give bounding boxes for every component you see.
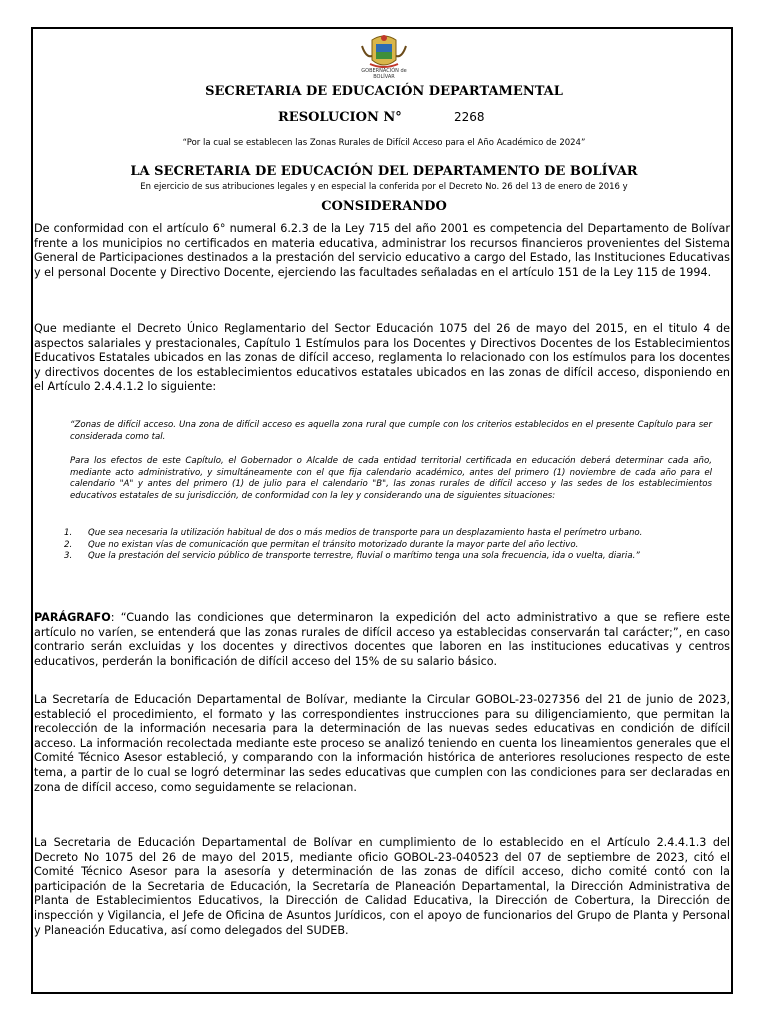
resolution-subject: “Por la cual se establecen las Zonas Rurales de Difícil Acceso para el Año Académico de 2024” [182, 138, 586, 148]
paragraph-paragrafo: PARÁGRAFO: “Cuando las condiciones que determinaron la expedición del acto administrativo a que se refiere este artículo no varíen, se entenderá que las zonas rurales de difícil acceso ya establecidas conservarán tal carácter;”, en caso contrario serán excluidas y los docentes y directivos docentes que laboren en las instituciones educativas y centros educativos, perderán la bonificación de difícil acceso del 15% de su salario básico. [34, 611, 730, 668]
quote-effects: Para los efectos de este Capítulo, el Gobernador o Alcalde de cada entidad territorial certificada en educación deberá determinar cada año, mediante acto administrativo, y simultáneamente con el que fija calendario académico, antes del primero (1) noviembre de cada año para el calendario "A" y antes del primero (1) de julio para el calendario "B", las zonas rurales de difícil acceso y las sedes de los establecimientos educativos estatales de su jurisdicción, de conformidad con la ley y considerando una de siguientes situaciones: [70, 456, 712, 501]
authority-title: LA SECRETARIA DE EDUCACIÓN DEL DEPARTAMENTO DE BOLÍVAR [130, 164, 638, 179]
paragraph-2: Que mediante el Decreto Único Reglamentario del Sector Educación 1075 del 26 de mayo del 2015, en el titulo 4 de aspectos salariales y prestacionales, Capítulo 1 Estímulos para los Docentes y Directivos Docentes de los Establecimientos Educativos Estatales ubicados en las zonas de difícil acceso, reglamenta lo relacionado con los estímulos para los docentes y directivos docentes de los establecimientos educativos estatales ubicados en las zonas de difícil acceso, disponiendo en el Artículo 2.4.4.1.2 lo siguiente: [34, 322, 730, 394]
paragrafo-label: PARÁGRAFO [34, 611, 111, 624]
logo-caption: GOBERNACIÓN de BOLÍVAR [361, 68, 407, 80]
considerando-heading: CONSIDERANDO [321, 199, 447, 214]
paragraph-5: La Secretaria de Educación Departamental de Bolívar en cumplimiento de lo establecido en el Artículo 2.4.4.1.3 del Decreto No 1075 del 26 de mayo del 2015, mediante oficio GOBOL-23-040523 del 07 de septiembre de 2023, citó el Comité Técnico Asesor para la asesoría y determinación de las zonas de difícil acceso, dicho comité contó con la participación de la Secretaria de Educación, la Secretaría de Planeación Departamental, la Dirección Administrativa de Planta de Establecimientos Educativos, la Dirección de Calidad Educativa, la Dirección de Cobertura, la Dirección de inspección y Vigilancia, el Jefe de Oficina de Asuntos Jurídicos, con el apoyo de funcionarios del Grupo de Planta y Personal y Planeación Educativa, así como delegados del SUDEB. [34, 836, 730, 937]
quote-definition: “Zonas de difícil acceso. Una zona de difícil acceso es aquella zona rural que cumple con los criterios establecidos en el presente Capítulo para ser considerada como tal. [70, 420, 712, 442]
department-title: SECRETARIA DE EDUCACIÓN DEPARTAMENTAL [205, 84, 563, 99]
list-item: 3. Que la prestación del servicio público de transporte terrestre, fluvial o marítimo tenga una sola frecuencia, ida o vuelta, diaria.” [64, 551, 640, 562]
resolution-label: RESOLUCION N° [278, 110, 402, 125]
list-item: 1. Que sea necesaria la utilización habitual de dos o más medios de transporte para un desplazamiento hasta el perímetro urbano. [64, 528, 643, 538]
authority-basis: En ejercicio de sus atribuciones legales y en especial la conferida por el Decreto No. 26 del 13 de enero de 2016 y [140, 182, 628, 192]
quote-conditions-list [64, 528, 714, 563]
resolution-number: 2268 [454, 110, 485, 124]
list-item: 2. Que no existan vías de comunicación que permitan el tránsito motorizado durante la mayor parte del año lectivo. [64, 539, 579, 550]
paragraph-1: De conformidad con el artículo 6° numeral 6.2.3 de la Ley 715 del año 2001 es competencia del Departamento de Bolívar frente a los municipios no certificados en materia educativa, administrar los recursos financieros provenientes del Sistema General de Participaciones destinados a la prestación del servicio educativo a cargo del Estado, las Instituciones Educativas y el personal Docente y Directivo Docente, ejerciendo las facultades señaladas en el artículo 151 de la Ley 115 de 1994. [34, 222, 730, 279]
paragraph-4: La Secretaría de Educación Departamental de Bolívar, mediante la Circular GOBOL-23-027356 del 21 de junio de 2023, estableció el procedimiento, el formato y las correspondientes instrucciones para su diligenciamiento, que permitan la recolección de la información necesaria para la determinación de las nuevas sedes educativas en condición de difícil acceso. La información recolectada mediante este proceso se analizó teniendo en cuenta los lineamientos generales que el Comité Técnico Asesor estableció, y comparando con la información histórica de anteriores resoluciones respecto de este tema, a partir de lo cual se logró determinar las sedes educativas que cumplen con las condiciones para ser declaradas en zona de difícil acceso, como seguidamente se relacionan. [34, 693, 730, 794]
